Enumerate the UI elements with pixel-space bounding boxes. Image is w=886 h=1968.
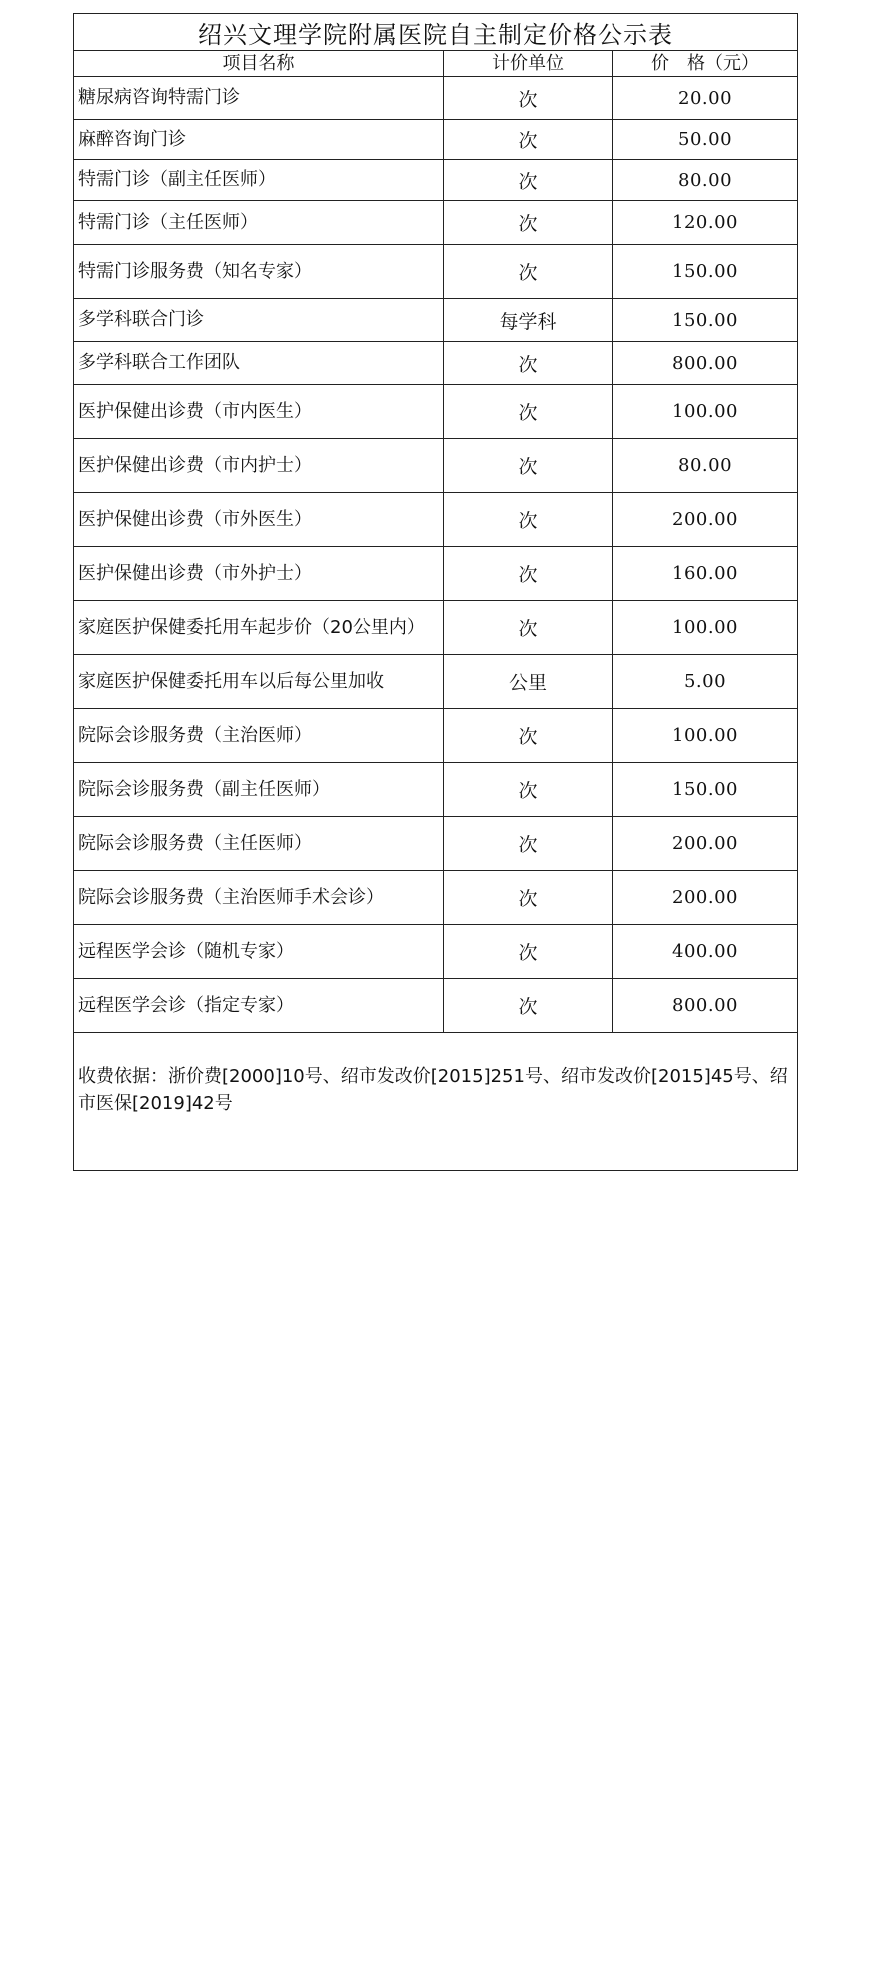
unit-cell: 次 bbox=[444, 160, 613, 201]
unit-cell: 次 bbox=[444, 601, 613, 655]
header-row bbox=[74, 51, 798, 77]
item-name-cell: 医护保健出诊费（市外护士） bbox=[74, 547, 444, 601]
unit-cell: 次 bbox=[444, 493, 613, 547]
table-row bbox=[74, 925, 798, 979]
table-row bbox=[74, 601, 798, 655]
price-cell: 100.00 bbox=[613, 601, 798, 655]
table-row bbox=[74, 547, 798, 601]
table-row bbox=[74, 493, 798, 547]
item-name-cell: 医护保健出诊费（市外医生） bbox=[74, 493, 444, 547]
item-name-cell: 多学科联合工作团队 bbox=[74, 342, 444, 385]
item-name-cell: 院际会诊服务费（主治医师手术会诊） bbox=[74, 871, 444, 925]
item-name-cell: 家庭医护保健委托用车起步价（20公里内） bbox=[74, 601, 444, 655]
unit-cell: 次 bbox=[444, 439, 613, 493]
price-cell: 800.00 bbox=[613, 342, 798, 385]
price-cell: 100.00 bbox=[613, 385, 798, 439]
price-cell: 800.00 bbox=[613, 979, 798, 1033]
unit-cell: 次 bbox=[444, 547, 613, 601]
table-row bbox=[74, 245, 798, 299]
price-table bbox=[73, 13, 798, 1171]
table-row bbox=[74, 77, 798, 120]
item-name-cell: 远程医学会诊（指定专家） bbox=[74, 979, 444, 1033]
price-cell: 5.00 bbox=[613, 655, 798, 709]
item-name-cell: 院际会诊服务费（主治医师） bbox=[74, 709, 444, 763]
unit-cell: 次 bbox=[444, 201, 613, 245]
unit-cell: 次 bbox=[444, 385, 613, 439]
price-cell: 200.00 bbox=[613, 871, 798, 925]
table-row bbox=[74, 120, 798, 160]
item-name-cell: 特需门诊服务费（知名专家） bbox=[74, 245, 444, 299]
page-title: 绍兴文理学院附属医院自主制定价格公示表 bbox=[74, 14, 798, 51]
price-cell: 120.00 bbox=[613, 201, 798, 245]
unit-cell: 次 bbox=[444, 925, 613, 979]
unit-cell: 次 bbox=[444, 77, 613, 120]
item-name-cell: 院际会诊服务费（副主任医师） bbox=[74, 763, 444, 817]
price-sheet bbox=[73, 13, 797, 1171]
table-row bbox=[74, 817, 798, 871]
item-name-cell: 麻醉咨询门诊 bbox=[74, 120, 444, 160]
table-row bbox=[74, 979, 798, 1033]
price-cell: 400.00 bbox=[613, 925, 798, 979]
table-row bbox=[74, 160, 798, 201]
price-cell: 80.00 bbox=[613, 439, 798, 493]
unit-cell: 公里 bbox=[444, 655, 613, 709]
item-name-cell: 医护保健出诊费（市内医生） bbox=[74, 385, 444, 439]
unit-cell: 次 bbox=[444, 245, 613, 299]
price-cell: 20.00 bbox=[613, 77, 798, 120]
price-cell: 80.00 bbox=[613, 160, 798, 201]
item-name-cell: 特需门诊（主任医师） bbox=[74, 201, 444, 245]
unit-cell: 次 bbox=[444, 709, 613, 763]
table-row bbox=[74, 299, 798, 342]
table-row bbox=[74, 709, 798, 763]
unit-cell: 次 bbox=[444, 120, 613, 160]
title-row bbox=[74, 14, 798, 51]
unit-cell: 次 bbox=[444, 342, 613, 385]
price-cell: 200.00 bbox=[613, 493, 798, 547]
fee-basis-note: 收费依据：浙价费[2000]10号、绍市发改价[2015]251号、绍市发改价[2015]45号、绍市医保[2019]42号 bbox=[74, 1033, 798, 1171]
unit-cell: 每学科 bbox=[444, 299, 613, 342]
price-cell: 100.00 bbox=[613, 709, 798, 763]
table-row bbox=[74, 763, 798, 817]
price-cell: 160.00 bbox=[613, 547, 798, 601]
price-cell: 150.00 bbox=[613, 763, 798, 817]
column-header-unit: 计价单位 bbox=[444, 51, 613, 77]
price-cell: 150.00 bbox=[613, 299, 798, 342]
unit-cell: 次 bbox=[444, 979, 613, 1033]
column-header-name: 项目名称 bbox=[74, 51, 444, 77]
unit-cell: 次 bbox=[444, 817, 613, 871]
table-row bbox=[74, 342, 798, 385]
item-name-cell: 特需门诊（副主任医师） bbox=[74, 160, 444, 201]
table-row bbox=[74, 655, 798, 709]
column-header-price: 价 格（元） bbox=[613, 51, 798, 77]
price-cell: 200.00 bbox=[613, 817, 798, 871]
unit-cell: 次 bbox=[444, 763, 613, 817]
table-row bbox=[74, 385, 798, 439]
price-cell: 150.00 bbox=[613, 245, 798, 299]
unit-cell: 次 bbox=[444, 871, 613, 925]
table-row bbox=[74, 871, 798, 925]
item-name-cell: 远程医学会诊（随机专家） bbox=[74, 925, 444, 979]
item-name-cell: 医护保健出诊费（市内护士） bbox=[74, 439, 444, 493]
item-name-cell: 家庭医护保健委托用车以后每公里加收 bbox=[74, 655, 444, 709]
item-name-cell: 院际会诊服务费（主任医师） bbox=[74, 817, 444, 871]
table-row bbox=[74, 439, 798, 493]
table-row bbox=[74, 201, 798, 245]
item-name-cell: 糖尿病咨询特需门诊 bbox=[74, 77, 444, 120]
item-name-cell: 多学科联合门诊 bbox=[74, 299, 444, 342]
note-row bbox=[74, 1033, 798, 1171]
price-cell: 50.00 bbox=[613, 120, 798, 160]
